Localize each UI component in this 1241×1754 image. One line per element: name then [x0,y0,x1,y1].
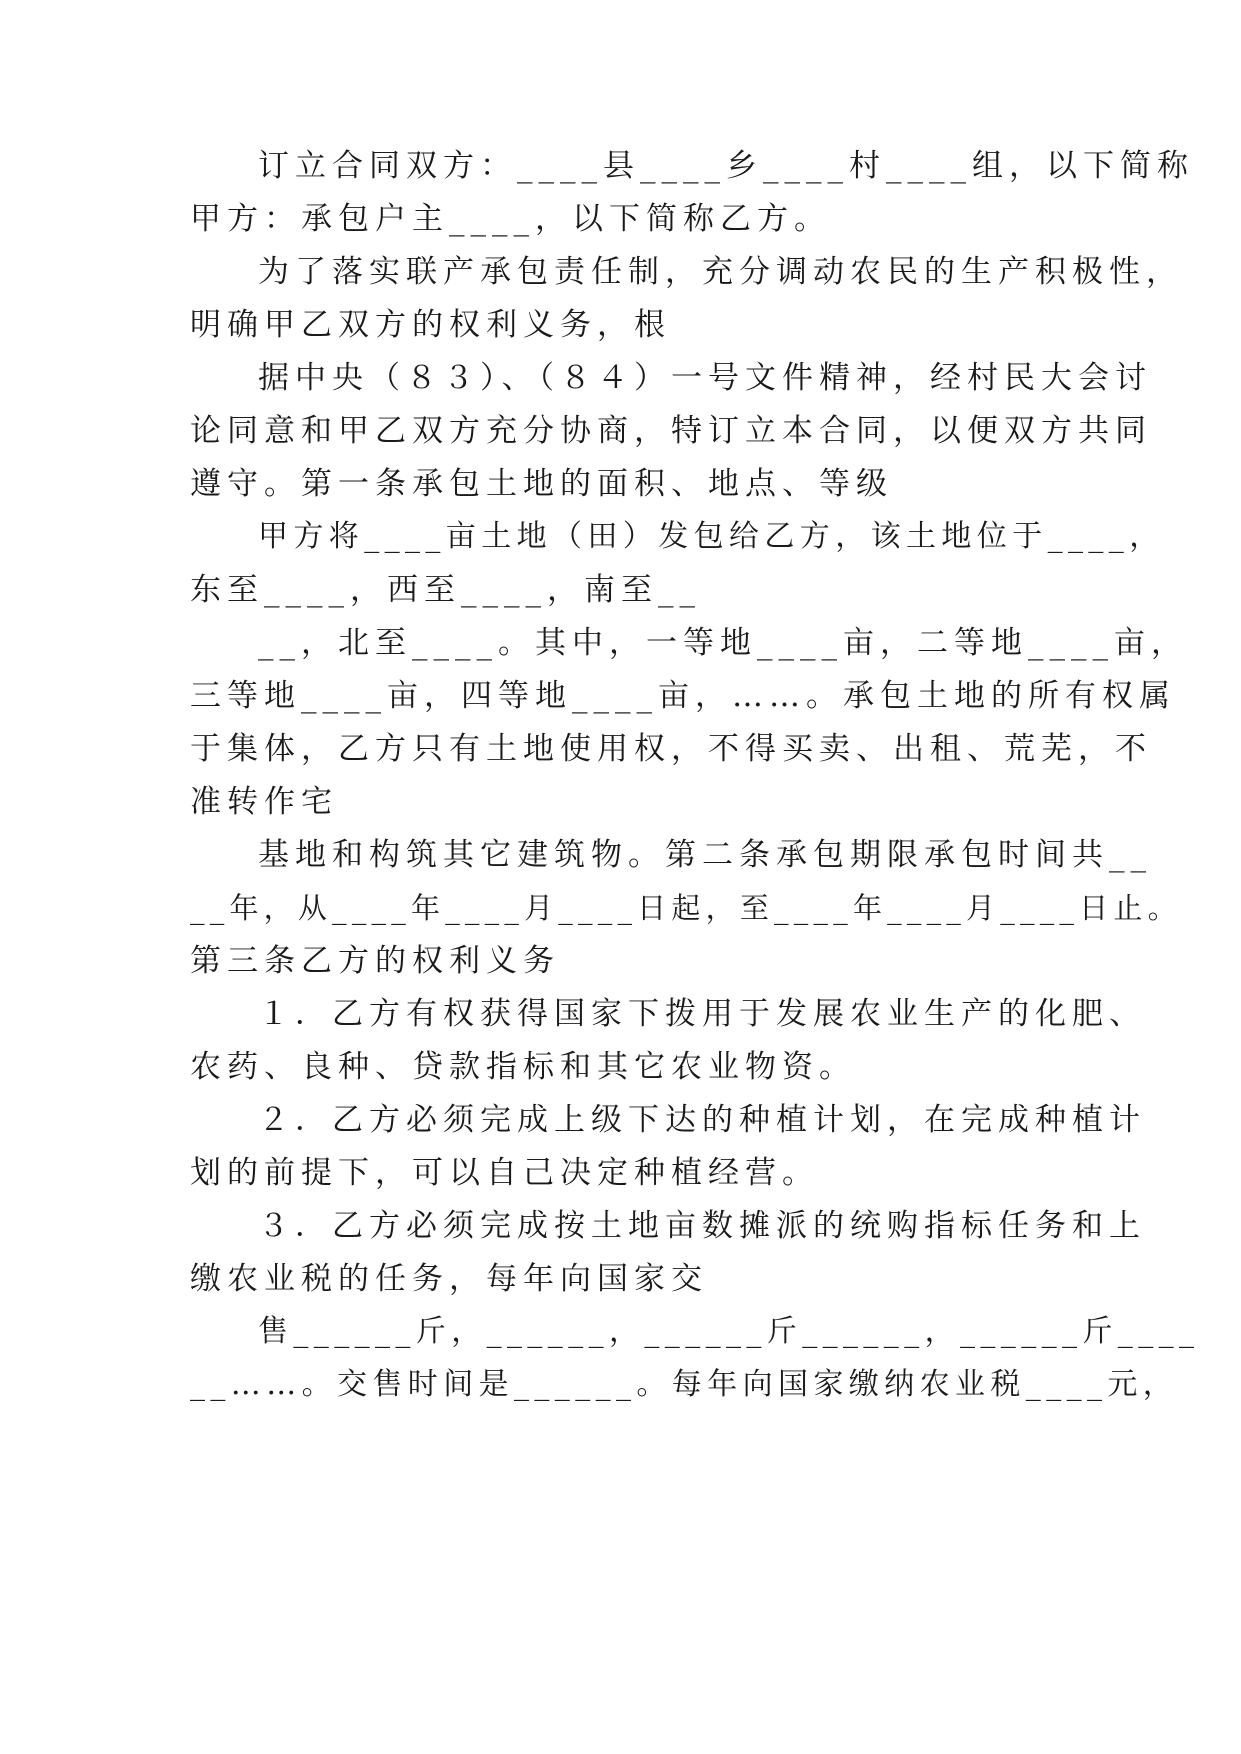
paragraph-line: 订立合同双方：____县____乡____村____组，以下简称 [258,148,1194,184]
paragraph-line: 基地和构筑其它建筑物。第二条承包期限承包时间共__ [258,837,1152,873]
paragraph-line: __，北至____。其中，一等地____亩，二等地____亩， [258,625,1188,661]
paragraph-line: 明确甲乙双方的权利义务，根 [190,307,671,343]
paragraph-line: 三等地____亩，四等地____亩，……。承包土地的所有权属 [190,678,1176,714]
paragraph-line: 甲方将____亩土地（田）发包给乙方，该土地位于____， [258,519,1165,554]
paragraph-line: 缴农业税的任务，每年向国家交 [190,1261,708,1297]
paragraph-line: 农药、良种、贷款指标和其它农业物资。 [190,1049,856,1085]
paragraph-line: 划的前提下，可以自己决定种植经营。 [190,1155,819,1191]
paragraph-line: 甲方：承包户主____，以下简称乙方。 [190,201,831,237]
paragraph-line: 遵守。第一条承包土地的面积、地点、等级 [190,466,893,502]
paragraph-line: 准转作宅 [190,784,338,820]
paragraph-line: 为了落实联产承包责任制，充分调动农民的生产积极性， [258,254,1183,290]
paragraph-line: 售______斤，______，______斤______，______斤____ [258,1314,1200,1349]
paragraph-line: 东至____，西至____，南至__ [190,572,701,608]
section-heading: 第三条乙方的权利义务 [190,943,560,979]
paragraph-line: 论同意和甲乙双方充分协商，特订立本合同，以便双方共同 [190,413,1152,449]
paragraph-line: 据中央（８３）、（８４）一号文件精神，经村民大会讨 [258,360,1152,396]
list-item: ２．乙方必须完成上级下达的种植计划，在完成种植计 [258,1102,1146,1138]
paragraph-line: 于集体，乙方只有土地使用权，不得买卖、出租、荒芜，不 [190,731,1152,767]
paragraph-line: __……。交售时间是______。每年向国家缴纳农业税____元， [190,1367,1179,1402]
list-item: １．乙方有权获得国家下拨用于发展农业生产的化肥、 [258,996,1146,1032]
list-item: ３．乙方必须完成按土地亩数摊派的统购指标任务和上 [258,1208,1146,1244]
paragraph-line: __年，从____年____月____日起，至____年____月____日止。 [190,891,1182,925]
